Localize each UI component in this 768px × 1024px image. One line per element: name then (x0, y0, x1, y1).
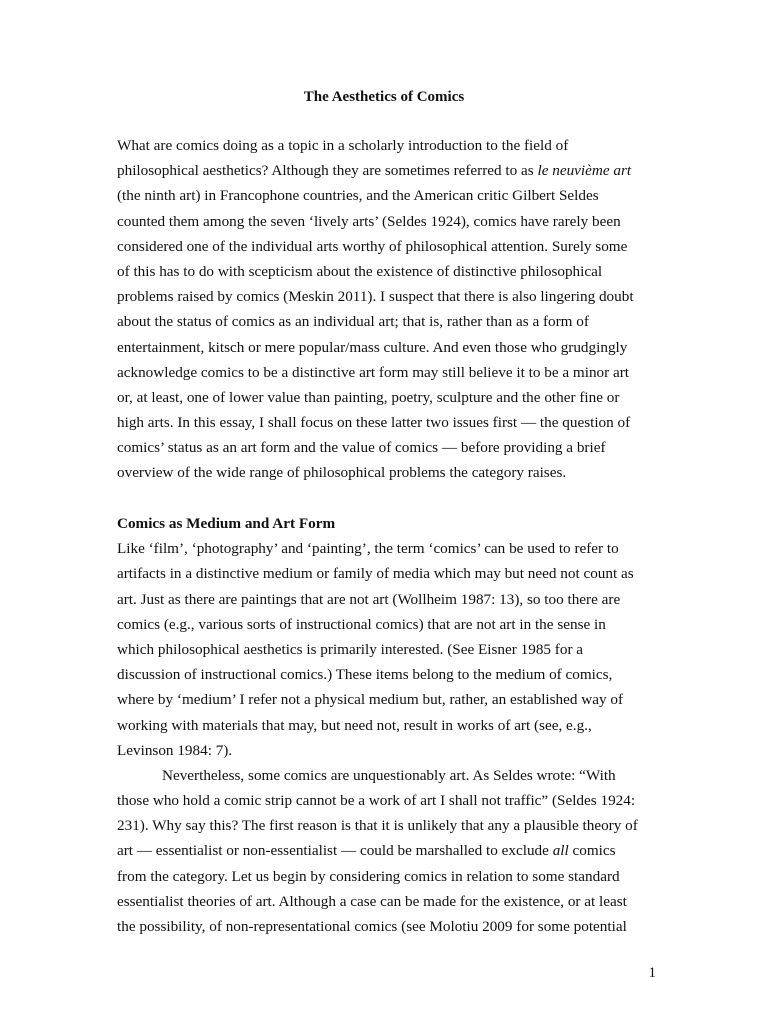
section-heading: Comics as Medium and Art Form (117, 515, 336, 532)
text-line: entertainment, kitsch or mere popular/mass culture. And even those who grudgingly (117, 338, 628, 356)
text-line: What are comics doing as a topic in a scholarly introduction to the field of (117, 137, 569, 154)
text-line: comics’ status as an art form and the value of comics — before providing a brief (117, 439, 606, 457)
text-line: Like ‘film’, ‘photography’ and ‘painting’, the term ‘comics’ can be used to refer to (117, 540, 619, 558)
page-number: 1 (648, 965, 656, 981)
italic-word: all (552, 842, 569, 860)
text-line: from the category. Let us begin by considering comics in relation to some standard (117, 867, 620, 885)
text-line: philosophical aesthetics? Although they are sometimes referred to as le neuvième art (117, 162, 632, 180)
text-line: counted them among the seven ‘lively arts’ (Seldes 1924), comics have rarely been (117, 212, 621, 230)
text-line: essentialist theories of art. Although a case can be made for the existence, or at least (117, 892, 627, 910)
text-line: high arts. In this essay, I shall focus on these latter two issues first — the question of (117, 414, 631, 432)
text-line: (the ninth art) in Francophone countries, and the American critic Gilbert Seldes (117, 187, 599, 205)
text-line: artifacts in a distinctive medium or family of media which may but need not count as (117, 565, 634, 583)
text-line: 231). Why say this? The first reason is that it is unlikely that any a plausible theory of (117, 817, 638, 835)
italic-phrase: le neuvième art (537, 162, 632, 180)
text-line: working with materials that may, but need not, result in works of art (see, e.g., (117, 716, 592, 734)
text-line: about the status of comics as an individual art; that is, rather than as a form of (117, 313, 589, 331)
text-line: discussion of instructional comics.) These items belong to the medium of comics, (117, 666, 613, 684)
text-line: the possibility, of non-representational comics (see Molotiu 2009 for some potential (117, 918, 627, 935)
text-line: comics (e.g., various sorts of instructional comics) that are not art in the sense in (117, 615, 606, 633)
text-line: problems raised by comics (Meskin 2011). I suspect that there is also lingering doubt (117, 288, 634, 306)
text-line-indented: Nevertheless, some comics are unquestionably art. As Seldes wrote: “With (162, 766, 616, 784)
document-title: The Aesthetics of Comics (303, 89, 465, 105)
text-line: considered one of the individual arts worthy of philosophical attention. Surely some (117, 237, 628, 255)
text-line: art. Just as there are paintings that are not art (Wollheim 1987: 13), so too there are (117, 590, 621, 608)
section-comics-medium (117, 511, 657, 939)
text-line: Levinson 1984: 7). (117, 741, 233, 759)
text-line: those who hold a comic strip cannot be a work of art I shall not traffic” (Seldes 1924: (117, 792, 636, 810)
text-line: overview of the wide range of philosophical problems the category raises. (117, 464, 567, 482)
text-line: where by ‘medium’ I refer not a physical medium but, rather, an established way of (117, 691, 624, 709)
text-line: acknowledge comics to be a distinctive art form may still believe it to be a minor art (117, 363, 629, 381)
intro-paragraph (117, 133, 657, 486)
text-line: or, at least, one of lower value than painting, poetry, sculpture and the other fine or (117, 388, 620, 406)
text-line: which philosophical aesthetics is primarily interested. (See Eisner 1985 for a (117, 640, 584, 658)
text-line: of this has to do with scepticism about the existence of distinctive philosophical (117, 262, 603, 280)
text-line: art — essentialist or non-essentialist — could be marshalled to exclude all comics (117, 842, 616, 860)
